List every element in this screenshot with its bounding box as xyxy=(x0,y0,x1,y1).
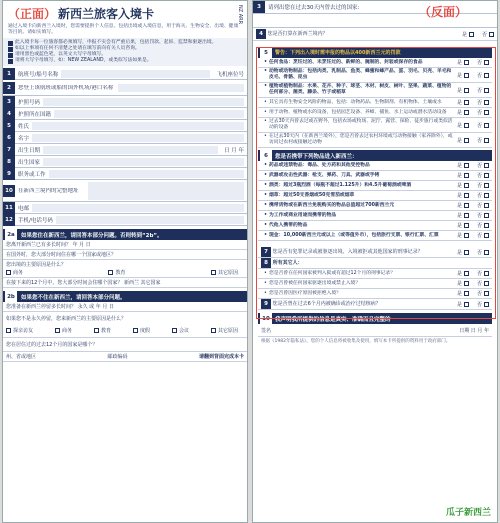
q2a-next-12-months[interactable]: 在接下来的12个月中，您大部分时间会住哪个国家？ 新西兰 其它国家 xyxy=(3,278,247,288)
q4-row: 4 您是否打算在新西兰境内？ 是 否 xyxy=(253,28,497,41)
nz-address-input[interactable] xyxy=(88,182,244,200)
phone-input[interactable] xyxy=(56,216,244,224)
card-code: NZ ARR xyxy=(237,5,243,25)
q5-item: • 植物或植物制品：水果、花卉、种子、球茎、木材、树皮、树叶、坚果、蔬菜、植物的任何部分、菌类、藤条、竹子或稻草 是 否 xyxy=(258,83,492,98)
nationality-input[interactable] xyxy=(54,110,244,118)
back-tag: （反面） xyxy=(418,5,467,19)
q2b-visit-reason: 如果您不是永久停留，您来新西兰的主要原因是什么？ 探亲访友 商务 教育 度假 会议 其它原因 xyxy=(3,312,247,338)
occupation-input[interactable] xyxy=(49,170,244,178)
field-port[interactable]: 2 您登上该航班或船的国外机场/港口名称 xyxy=(3,80,247,96)
form-back-page xyxy=(252,0,498,523)
date-label: 日期 日 月 年 xyxy=(459,327,489,334)
field-nationality[interactable]: 4 护照所在国籍 xyxy=(3,108,247,120)
section-10-header: 10 我声明我所提供的信息是真实、准确而且完整的 xyxy=(258,313,492,324)
q6-item: • 酒类：超过3瓶烈酒（每瓶不超过1.125升）和4.5升葡萄酒或啤酒 是 否 xyxy=(258,181,492,191)
section-2a-header: 2a 如果您住在新西兰，请回答本部分问题。否则转到“2b”。 xyxy=(3,229,247,240)
q7-row: 7 您是否有犯罪记录或被驱逐出境、入境被拒或其他国家的刑事记录？ 是 否 xyxy=(258,247,492,258)
section-6-header: 6 您是否携带下列物品进入新西兰： xyxy=(258,150,492,161)
personal-fields xyxy=(3,68,247,226)
given-name-input[interactable] xyxy=(32,134,244,142)
q5-item: • 其它具有生物安全风险的物品，包括：动物药品、生物制剂、有机物体、土壤或水 是 否 xyxy=(258,98,492,108)
front-title: 新西兰旅客入境卡 xyxy=(58,7,155,21)
checkbox[interactable] xyxy=(133,328,138,333)
note-bullet-icon xyxy=(8,59,13,64)
q8-row: 8 所有其它人： xyxy=(258,258,492,269)
checkbox[interactable] xyxy=(211,270,216,275)
note-item: 此入境卡每一位旅客都必须填写，申报不实会有严重后果，包括罚款、起诉、监禁和驱逐出境。 xyxy=(3,40,247,46)
q8-item: • 您是否曾被任何国家驱逐出境或禁止入境？ 是 否 xyxy=(258,279,492,289)
turn-over-note: 请翻到背面完成本卡 xyxy=(198,354,244,360)
port-input[interactable] xyxy=(118,84,244,92)
q6-item: • 现金：10,000新西兰元或以上（或等值外币），包括旅行支票、银行汇票、汇票 是 否 xyxy=(258,231,492,241)
birth-date-input[interactable] xyxy=(43,146,218,154)
field-occupation[interactable]: 9 职务或工作 xyxy=(3,168,247,180)
field-birth-country[interactable]: 8 出生国家 xyxy=(3,156,247,168)
note-bullet-icon xyxy=(8,41,13,46)
watermark: 瓜子新西兰 xyxy=(445,508,491,518)
checkbox[interactable] xyxy=(211,328,216,333)
note-item: 如以上事项有任何不清楚之处请在填写前向有关人员咨询。 xyxy=(3,46,247,52)
field-region[interactable]: 州、省或地区 邮政编码 请翻到背面完成本卡 xyxy=(3,352,247,362)
front-notes xyxy=(3,38,247,66)
birth-country-input[interactable] xyxy=(43,158,244,166)
field-passport[interactable]: 3 护照号码 xyxy=(3,96,247,108)
field-email[interactable]: 11 电邮 xyxy=(3,202,247,214)
checkbox[interactable] xyxy=(6,270,11,275)
checkbox[interactable] xyxy=(94,328,99,333)
note-bullet-icon xyxy=(8,47,13,52)
q4-yes-no: 是 否 xyxy=(462,31,494,38)
q5-item: • 过去30天内曾去过或在野外，包括农场或牧场、泥泞、露营、探险、徒步旅行或类似活动的设备 是 否 xyxy=(258,118,492,133)
q2b-stay-duration[interactable]: 您准备在新西兰停留多长时间？ 永久 或 年 月 日 xyxy=(3,302,247,312)
checkbox[interactable] xyxy=(489,32,494,37)
note-item: 请将大写字母填写，如：NEW ZEALAND，或类似写法如果是。 xyxy=(3,58,247,64)
q6-item: • 携带货物或在新西兰免税购买的物品总值超过700新西兰元 是 否 xyxy=(258,201,492,211)
passport-input[interactable] xyxy=(43,98,244,106)
q2b-last-country[interactable]: 您在居住过的过去12个月的国家是哪个？ xyxy=(3,338,247,352)
q3-row[interactable]: 3 请列出您在过去30天内曾去过的国家: xyxy=(253,1,497,14)
reason-option[interactable]: 教育 xyxy=(108,269,125,276)
field-given-name[interactable]: 6 名字 xyxy=(3,132,247,144)
visit-reason-option[interactable]: 探亲访友 xyxy=(6,327,33,334)
front-header xyxy=(3,1,247,24)
checkbox[interactable] xyxy=(172,328,177,333)
checkbox[interactable] xyxy=(6,328,11,333)
q9-row: 9 您是否曾在过去6个月内被确诊或治疗过结核病？ 是 否 xyxy=(258,299,492,310)
front-intro: 通过入境卡向新西兰入境时，您需要提供个人信息，包括出境或入境信息，用于海关、生物安全、出境、健康等目的。请如实填写。 xyxy=(8,24,239,35)
visit-reason-option[interactable]: 商务 xyxy=(55,327,72,334)
q5-item: • 动物或动物制品：包括肉类、乳制品、鱼类、蜂蜜和蜂产品、蛋、羽毛、贝壳、羊毛和皮毛、骨骼、昆虫 是 否 xyxy=(258,68,492,83)
q2a-country-lived[interactable]: 在国外时，您大部分时间住在哪一个国家或地区？ xyxy=(3,250,247,260)
note-bullet-icon xyxy=(8,53,13,58)
q6-item: • 代他人携带的物品 是 否 xyxy=(258,221,492,231)
section-5-header: 5 警告：下列出入境时需申报的物品以400新西兰元的罚款 xyxy=(258,47,492,58)
note-item: 请用黑色或蓝色笔，以英文大写字母填写。 xyxy=(3,52,247,58)
q6-item: • 药品或违禁物品：毒品、处方药和其他受控物品 是 否 xyxy=(258,161,492,171)
flight-input[interactable] xyxy=(61,70,210,78)
visit-reason-option[interactable]: 其它原因 xyxy=(211,327,238,334)
checkbox[interactable] xyxy=(108,270,113,275)
email-input[interactable] xyxy=(32,204,244,212)
q5-item: • 在过去30天内（在新西兰境外），您是否曾去过农村环境或与动物接触（家养除外），或访问过农村或接触过动物 是 否 xyxy=(258,133,492,148)
field-birth-date[interactable]: 7 出生日期 日 月 年 xyxy=(3,144,247,156)
section-2b-header: 2b 如果您不住在新西兰，请回答本部分问题。 xyxy=(3,291,247,302)
field-phone[interactable]: 12 手机/电话号码 xyxy=(3,214,247,226)
reason-option[interactable]: 商务 xyxy=(6,269,23,276)
checkbox[interactable] xyxy=(55,328,60,333)
q5-item: • 用于动物、植物或水的设备，包括园艺设备、养蜂、捕鱼、水上运动或潜水活动设备 是 否 xyxy=(258,108,492,118)
reason-option[interactable]: 其它原因 xyxy=(211,269,238,276)
signature-row[interactable] xyxy=(258,324,492,337)
q2a-reason: 您出境的主要原因是什么？ 商务 教育 其它原因 xyxy=(3,260,247,278)
signature-label: 签名 xyxy=(261,327,272,334)
q8-item: • 您是否曾因医疗原因被拒绝入境？ 是 否 xyxy=(258,289,492,299)
q6-item: • 为工作或商业用途而携带的物品 是 否 xyxy=(258,211,492,221)
surname-input[interactable] xyxy=(32,122,244,130)
checkbox[interactable] xyxy=(469,32,474,37)
visit-reason-option[interactable]: 教育 xyxy=(94,327,111,334)
field-flight[interactable]: 1 航班号/船号名称 飞机座位号 xyxy=(3,68,247,80)
form-front-page xyxy=(2,0,248,523)
privacy-fineprint: 根据《1982年隐私法》，您的个人信息将被收集及使用，填写本卡所提供的资料用于政府部门。 xyxy=(261,339,451,344)
front-tag: （正面） xyxy=(8,7,57,21)
q6-item: • 烟草：超过50支香烟或50克雪茄或烟草 是 否 xyxy=(258,191,492,201)
q2a-away-duration[interactable]: 您离开新西兰已有多长时间？ 年 月 日 xyxy=(3,240,247,250)
q5-item: • 任何食品：烹饪过的、未烹饪过的、新鲜的、腌制的、封装或保存的食品 是 否 xyxy=(258,58,492,68)
visit-reason-option[interactable]: 度假 xyxy=(133,327,150,334)
field-surname[interactable]: 5 姓氏 xyxy=(3,120,247,132)
visit-reason-option[interactable]: 会议 xyxy=(172,327,189,334)
field-nz-address[interactable]: 10 在新西兰境内的完整地址 xyxy=(3,180,247,202)
q8-item: • 您是否曾在任何国家被判入狱或有超过12个月的刑事记录？ 是 否 xyxy=(258,269,492,279)
q6-item: • 武器或攻击性武器：枪支、弹药、刀具、武器或手铐 是 否 xyxy=(258,171,492,181)
